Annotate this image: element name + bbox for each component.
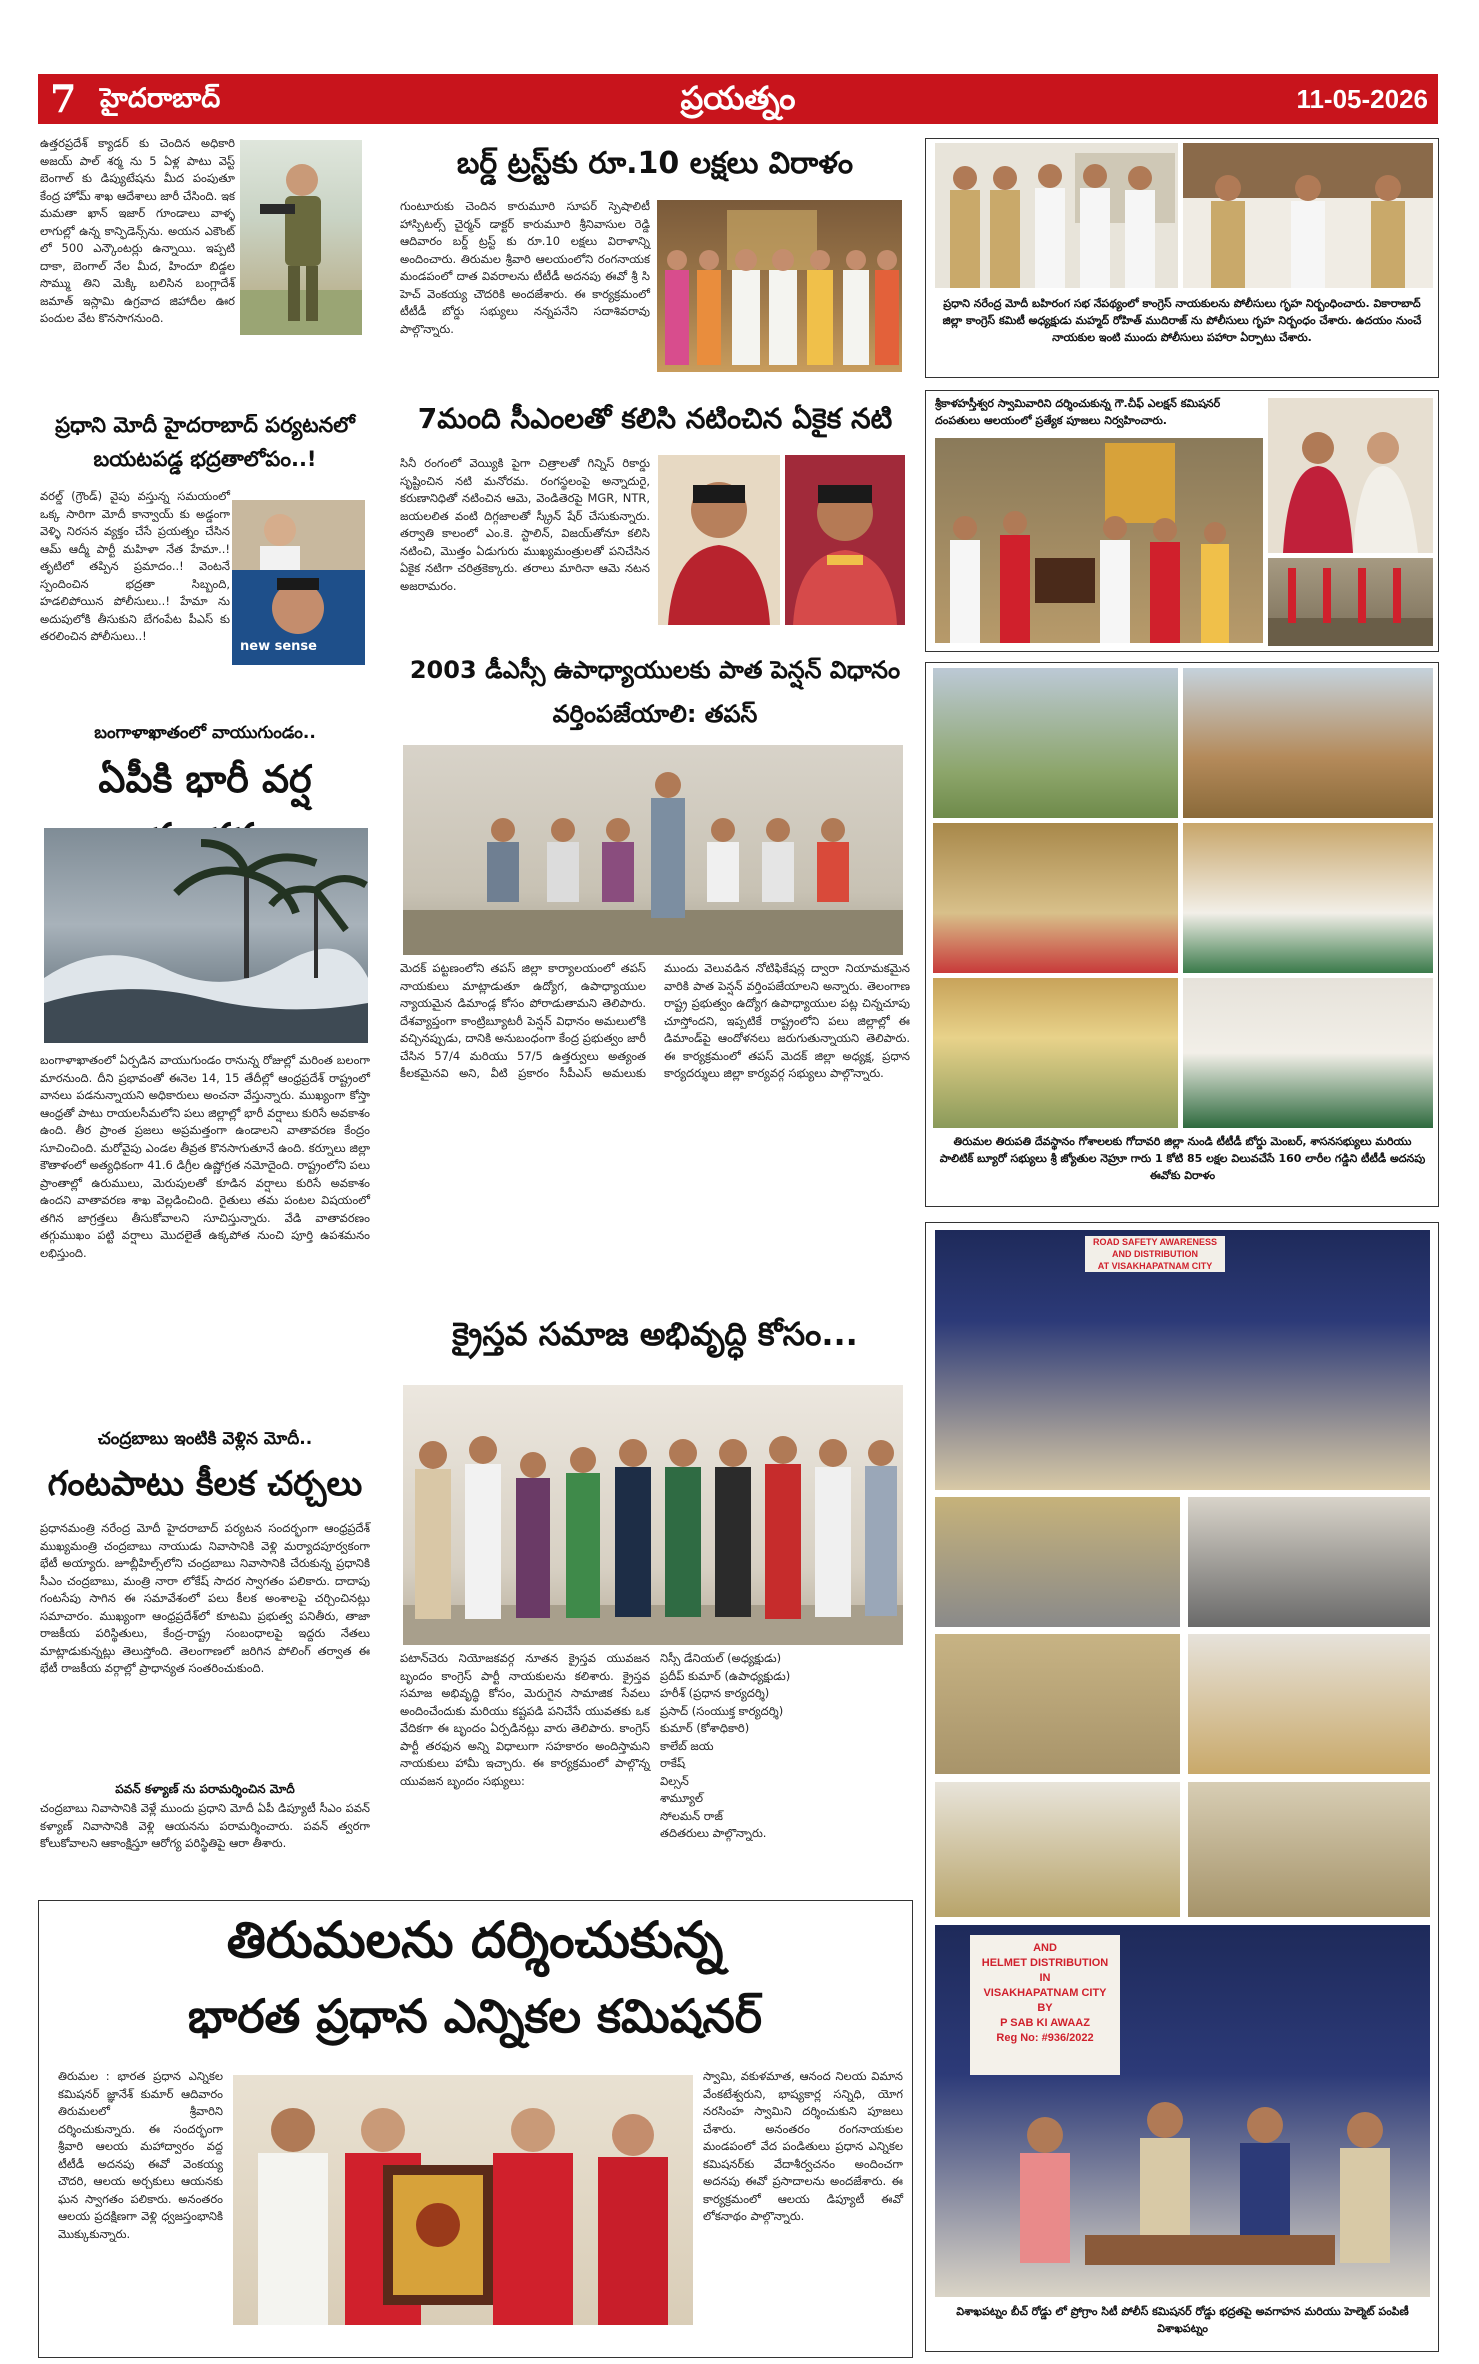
goshala-photo-6 (1183, 978, 1433, 1128)
road-safety-photo-6 (935, 1782, 1180, 1917)
srikalahasti-photo-main (935, 438, 1263, 643)
members-closing: తదితరులు పాల్గొన్నారు. (660, 1826, 767, 1840)
newspaper-brand: ప్రయత్నం (680, 79, 796, 117)
christian-body: పటాన్‌చెరు నియోజకవర్గ నూతన క్రైస్తవ యువజన బృందం కాంగ్రెస్ పార్టీ నాయకులను కలిశారు. క్రైస్తవ సమాజ అభివృద్ధి కోసం, మెరుగైన సామాజిక సేవలు అందించేందుకు మరియు కష్టపడి పనిచేసే యువతకు ఒక వేదికగా ఈ బృందం ఏర్పడినట్లు వారు తెలిపారు. కాంగ్రెస్ పార్టీ తరఫున అన్ని విధాలుగా సహకారం అందిస్తామని నాయకులు హామీ ఇచ్చారు. ఈ కార్యక్రమంలో పాల్గొన్న యువజన బృందం సభ్యులు: (400, 1651, 650, 1788)
goshala-photo-5 (933, 978, 1178, 1128)
modi-security-headline: ప్రధాని మోదీ హైదరాబాద్ పర్యటనలో బయటపడ్డ భద్రతాలోపం..! (55, 413, 355, 471)
helmet-banner-line-2: HELMET DISTRIBUTION (981, 1957, 1109, 1969)
modi-security-photo (232, 500, 365, 665)
helmet-banner-line-3: IN (1039, 1972, 1051, 1984)
road-safety-main-photo (935, 1230, 1430, 1490)
christian-headline: క్రైస్తవ సమాజ అభివృద్ధి కోసం... (452, 1315, 858, 1353)
road-safety-photo-2 (935, 1497, 1180, 1627)
actress-headline: 7మంది సీఎంలతో కలిసి నటించిన ఏకైక నటి (417, 402, 893, 435)
road-safety-banner (1085, 1236, 1225, 1272)
bird-trust-headline: బర్డ్ ట్రస్ట్‌కు రూ.10 లక్షలు విరాళం (456, 146, 854, 181)
goshala-photo-2 (1183, 668, 1433, 818)
road-safety-photo-3 (1188, 1497, 1430, 1627)
ec-headline-1: తిరుమలను దర్శించుకున్న (226, 1911, 724, 1969)
road-safety-photo-7 (1188, 1782, 1430, 1917)
helmet-banner-line-1: AND (1033, 1942, 1057, 1954)
modi-security-body: వరల్డ్ (గ్రౌండ్) వైపు వస్తున్న సమయంలో ఒక్క సారిగా మోదీ కాన్వాయ్ కు అడ్డంగా వెళ్ళి నిరసన వ్యక్తం చేసే ప్రయత్నం చేసిన ఆమ్ ఆద్మీ పార్టీ మహిళా నేత హేమా..! తృటిలో తప్పిన ప్రమాదం..! వెంటనే స్పందించిన భద్రతా సిబ్బంది, హడలిపోయిన పోలీసులు..! హేమా ను అదుపులోకి తీసుకుని బేగంపేట పీఎస్ కు తరలించిన పోలీసులు..! (40, 489, 230, 643)
helmet-banner-line-7: Reg No: #936/2022 (996, 2032, 1094, 2044)
member-2: ప్రదీప్ కుమార్ (ఉపాధ్యక్షుడు) (660, 1668, 791, 1683)
road-safety-banner-line-2: AND DISTRIBUTION (1112, 1249, 1198, 1259)
storm-photo (44, 828, 368, 1043)
christian-members (660, 1650, 910, 1900)
bird-trust-photo (657, 200, 902, 372)
helmet-caption: విశాఖపట్నం బీచ్ రోడ్డు లో ప్రోగ్రాం సిటీ పోలీస్ కమిషనర్ రోడ్డు భద్రతపై అవగాహన మరియు హెల్మెట్ పంపిణీ విశాఖపట్నం (956, 2305, 1409, 2335)
member-6: కాలేబ్ జయ (660, 1738, 714, 1753)
intro-body: ఉత్తరప్రదేశ్ క్యాడర్ కు చెందిన అధికారి అజయ్ పాల్ శర్మ ను 5 ఏళ్ల పాటు వెస్ట్ బెంగాల్ కు డిప్యుటేషను మీద పంపుతూ కేంద్ర హోమ్ శాఖ ఆదేశాలు జారీ చేసింది. ఇక మమతా ఖాన్ ఇజార్ గూండాలు వాళ్ళ లాగుల్లో ఉన్న కాన్ఫిడెన్స్‌ను. అయన ఎకౌంట్ లో 500 ఎన్కౌంటర్లు ఉన్నాయి. ఇప్పటి దాకా, బెంగాల్ నేల మీద, హిందూ బిడ్డల సొమ్ము తిని మెక్కి బలిసిన బంగ్లాదేశ్ జమాత్ ఇస్లామి ఉగ్రవాద జిహాదీల ఊర పందుల వేట కొనసాగనుంది. (40, 136, 235, 325)
ec-body-left: తిరుమల : భారత ప్రధాన ఎన్నికల కమిషనర్ జ్ఞానేశ్ కుమార్ ఆదివారం తిరుమలలో శ్రీవారిని దర్శించుకున్నారు. ఈ సందర్భంగా శ్రీవారి ఆలయ మహాద్వారం వద్ద టీటీడీ అదనపు ఈవో వెంకయ్య చౌదరి, ఆలయ అర్చకులు ఆయనకు ఘన స్వాగతం పలికారు. అనంతరం ఆలయ ప్రదక్షిణగా వెళ్లి ధ్వజస్తంభానికి మొక్కుకున్నారు. (58, 2069, 223, 2241)
member-4: ప్రసాద్ (సంయుక్త కార్యదర్శి) (660, 1703, 784, 1718)
actress-photo-left (658, 455, 780, 625)
srikalahasti-photo-top (1268, 398, 1433, 553)
helmet-banner-line-5: BY (1037, 2002, 1053, 2014)
bird-trust-body: గుంటూరుకు చెందిన కారుమూరి సూపర్ స్పెషాలిటీ హాస్పిటల్స్ చైర్మన్ డాక్టర్ కారుమూరి శ్రీనివాసుల రెడ్డి ఆదివారం బర్డ్ ట్రస్ట్ కు రూ.10 లక్షలు విరాళాన్ని అందించారు. తిరుమల శ్రీవారి ఆలయంలోని రంగనాయక మండపంలో దాత వివరాలను టీటీడీ అదనపు ఈవో శ్రీ సి హెచ్ వెంకయ్య చౌదరికి అందజేశారు. ఈ కార్యక్రమంలో టీటీడీ బోర్డు సభ్యులు నన్నపనేని సదాశివరావు పాల్గొన్నారు. (400, 199, 650, 336)
rain-kicker: బంగాళాఖాతంలో వాయుగుండం.. (94, 723, 316, 743)
ec-photo (233, 2075, 693, 2325)
member-1: నిస్సీ డేనియల్ (అధ్యక్షుడు) (660, 1651, 782, 1665)
photo-watermark: new sense (240, 639, 317, 654)
rain-headline: ఏపీకి భారీ వర్ష (98, 757, 312, 801)
member-9: శామ్యూల్ (660, 1791, 704, 1805)
modi-visit-body-2: చంద్రబాబు నివాసానికి వెళ్లే ముందు ప్రధాని మోదీ ఏపీ డిప్యూటీ సీఎం పవన్ కళ్యాణ్ నివాసానికి వెళ్లి ఆయనను పరామర్శించారు. పవన్ త్వరగా కోలుకోవాలని ఆకాంక్షిస్తూ ఆరోగ్య పరిస్థితిపై ఆరా తీశారు. (40, 1801, 370, 1850)
goshala-caption: తిరుమల తిరుపతి దేవస్థానం గోశాలలకు గోదావరి జిల్లా నుండి టీటీడీ బోర్డు మెంబర్, శాసనసభ్యులు మరియు పాలిటిక్ బ్యూరో సభ్యులు శ్రీ జ్యోతుల నెహ్రూ గారు 1 కోటి 85 లక్షల విలువచేసే 160 లారీల గడ్డిని టీటీడీ అదనపు ఈవోకు విరాళం (939, 1135, 1426, 1182)
modi-visit-subhead: పవన్ కళ్యాణ్ ను పరామర్శించిన మోదీ (115, 1782, 295, 1796)
actress-photo-right (785, 455, 905, 625)
police-photo-right (1183, 143, 1433, 288)
goshala-photo-1 (933, 668, 1178, 818)
modi-visit-body: ప్రధానమంత్రి నరేంద్ర మోదీ హైదరాబాద్ పర్యటన సందర్భంగా ఆంధ్రప్రదేశ్ ముఖ్యమంత్రి చంద్రబాబు నాయుడు నివాసానికి వెళ్లి మర్యాదపూర్వకంగా భేటీ అయ్యారు. జూబ్లీహిల్స్‌లోని చంద్రబాబు నివాసానికి చేరుకున్న ప్రధానికి సీఎం చంద్రబాబు, మంత్రి నారా లోకేష్ సాదర స్వాగతం పలికారు. దాదాపు గంటసేపు సాగిన ఈ సమావేశంలో పలు కీలక అంశాలపై చర్చించినట్లు సమాచారం. ముఖ్యంగా ఆంధ్రప్రదేశ్‌లో కూటమి ప్రభుత్వ పనితీరు, తాజా రాజకీయ పరిస్థితులు, కేంద్ర-రాష్ట్ర సంబంధాలపై ఇద్దరు నేతలు మాట్లాడుకున్నట్లు తెలుస్తోంది. తెలంగాణలో జరిగిన పోలింగ్ తర్వాత ఈ భేటీ రాజకీయ వర్గాల్లో ప్రాధాన్యత సంతరించుకుంది. (40, 1521, 370, 1675)
pension-headline: 2003 డీఎస్సీ ఉపాధ్యాయులకు పాత పెన్షన్ విధానం వర్తింపజేయాలి: తపస్ (409, 656, 901, 728)
road-safety-banner-line-3: AT VISAKHAPATNAM CITY (1097, 1261, 1213, 1271)
helmet-banner-line-4: VISAKHAPATNAM CITY (983, 1987, 1107, 1999)
actress-body: సినీ రంగంలో వెయ్యికి పైగా చిత్రాలతో గిన్నిస్ రికార్డు సృష్టించిన నటి మనోరమ. రంగస్థలంపై అన్నాదురై, కరుణానిధితో నటించిన ఆమె, వెండితెరపై MGR, NTR, జయలలిత వంటి దిగ్గజాలతో స్క్రీన్ షేర్ చేసుకున్నారు. తర్వాతి కాలంలో ఎం.కె. స్టాలిన్, విజయ్‌తోనూ కలిసి నటించి, మొత్తం ఏడుగురు ముఖ్యమంత్రులతో పనిచేసిన ఏకైక నటిగా చరిత్రకెక్కారు. తరాలు మారినా ఆమె నటన అజరామరం. (400, 456, 650, 593)
masthead-city: హైదరాబాద్ (100, 83, 221, 114)
goshala-photo-3 (933, 823, 1178, 973)
helmet-banner-line-6: P SAB KI AWAAZ (1000, 2017, 1090, 2029)
christian-group-photo (403, 1385, 903, 1645)
pension-body: మెదక్ పట్టణంలోని తపస్ జిల్లా కార్యాలయంలో తపస్ నాయకులు మాట్లాడుతూ ఉద్యోగ, ఉపాధ్యాయుల న్యాయమైన డిమాండ్ల కోసం పోరాడుతామని తెలిపారు. దేశవ్యాప్తంగా కాంట్రిబ్యూటరీ పెన్షన్ విధానం అమలులోకి వచ్చినప్పుడు, దానికి అనుబంధంగా కేంద్ర ప్రభుత్వం జారీ చేసిన 57/4 మరియు 57/5 ఉత్తర్వులు అత్యంత కీలకమైనవి అని, వీటి ప్రకారం సీపీఎస్ అమలుకు ముందు వెలువడిన నోటిఫికేషన్ల ద్వారా నియామకమైన వారికి పాత పెన్షన్ వర్తింపజేయాలని అన్నారు. తెలంగాణ రాష్ట్ర ప్రభుత్వం ఉద్యోగ ఉపాధ్యాయుల పట్ల చిన్నచూపు చూస్తోందని, ఇప్పటికే రాష్ట్రంలోని పలు జిల్లాల్లో ఈ డిమాండ్‌పై ఆందోళనలు జరుగుతున్నాయని తెలిపారు. ఈ కార్యక్రమంలో తపస్ మెదక్ జిల్లా అధ్యక్ష, ప్రధాన కార్యదర్శులు జిల్లా కార్యవర్గ సభ్యులు పాల్గొన్నారు. (400, 961, 910, 1080)
member-10: సోలమన్ రాజ్ (660, 1808, 723, 1823)
road-safety-banner-line-1: ROAD SAFETY AWARENESS (1092, 1237, 1218, 1247)
rain-body: బంగాళాఖాతంలో ఏర్పడిన వాయుగుండం రానున్న రోజుల్లో మరింత బలంగా మారనుంది. దీని ప్రభావంతో ఈనెల 14, 15 తేదీల్లో ఆంధ్రప్రదేశ్ రాష్ట్రంలో వానలు పడనున్నాయని అధికారులు అంచనా వేస్తున్నారు. ముఖ్యంగా కోస్తా ఆంధ్రతో పాటు రాయలసీమలోని పలు జిల్లాల్లో భారీ వర్షాలు కురిసే అవకాశం ఉంది. తీర ప్రాంత ప్రజలు అప్రమత్తంగా ఉండాలని వాతావరణ కేంద్రం సూచించింది. మరోవైపు ఎండల తీవ్రత కొనసాగుతూనే ఉంది. కర్నూలు జిల్లా కౌతాళంలో అత్యధికంగా 41.6 డిగ్రీల ఉష్ణోగ్రత నమోదైంది. రాష్ట్రంలోని పలు ప్రాంతాల్లో ఉరుములు, మెరుపులతో కూడిన వర్షాలు కురిసే అవకాశం ఉందని వాతావరణ శాఖ వెల్లడించింది. రైతులు తమ పంటల విషయంలో తగిన జాగ్రత్తలు తీసుకోవాలని సూచిస్తున్నారు. వేడి వాతావరణం తగ్గుముఖం పట్టి వర్షాలు మొదలైతే ఉక్కపోత నుంచి పూర్తి ఉపశమనం లభిస్తుంది. (40, 1053, 370, 1260)
masthead (38, 74, 1438, 124)
road-safety-photo-5 (1188, 1634, 1430, 1774)
police-caption: ప్రధాని నరేంద్ర మోదీ బహిరంగ సభ నేపథ్యంలో కాంగ్రెస్ నాయకులను పోలీసులు గృహ నిర్బంధించారు. వికారాబాద్ జిల్లా కాంగ్రెస్ కమిటీ అధ్యక్షుడు మహ్మద్ రోహిత్ ముదిరాజ్ ను పోలీసులు గృహ నిర్బంధం చేశారు. ఉదయం నుంచే నాయకుల ఇంటి ముందు పోలీసులు పహారా ఏర్పాటు చేశారు. (942, 297, 1422, 344)
page-number: 7 (50, 76, 77, 121)
modi-visit-headline: గంటపాటు కీలక చర్చలు (47, 1464, 363, 1504)
officer-photo (240, 140, 362, 335)
member-8: విల్సన్ (660, 1773, 689, 1788)
helmet-distribution-photo (935, 1925, 1430, 2297)
srikalahasti-caption: శ్రీకాళహస్తీశ్వర స్వామివారిని దర్శించుకున్న గౌ.చీఫ్ ఎలక్షన్ కమిషనర్ దంపతులు ఆలయంలో ప్రత్యేక పూజలు నిర్వహించారు. (935, 397, 1221, 427)
ec-body-right: స్వామి, వకుళమాత, ఆనంద నిలయ విమాన వేంకటేశ్వరుని, భాష్యకార్ల సన్నిధి, యోగ నరసింహ స్వామిని దర్శించుకుని పూజలు చేశారు. అనంతరం రంగనాయకుల మండపంలో వేద పండితులు ప్రధాన ఎన్నికల కమిషనర్‌కు వేదాశీర్వచనం అందించగా అదనపు ఈవో ప్రసాదాలను అందజేశారు. ఈ కార్యక్రమంలో ఆలయ డిప్యూటీ ఈవో లోకనాథం పాల్గొన్నారు. (703, 2069, 903, 2223)
issue-date: 11-05-2026 (1296, 84, 1428, 114)
police-photo-left (935, 143, 1178, 288)
road-safety-photo-4 (935, 1634, 1180, 1774)
pension-photo (403, 745, 903, 955)
srikalahasti-photo-bottom (1268, 558, 1433, 646)
ec-headline-2: భారత ప్రధాన ఎన్నికల కమిషనర్ (187, 1989, 763, 2043)
member-3: హరీశ్ (ప్రధాన కార్యదర్శి) (660, 1686, 770, 1700)
member-7: రాకేష్ (660, 1756, 686, 1770)
goshala-photo-4 (1183, 823, 1433, 973)
modi-visit-kicker: చంద్రబాబు ఇంటికి వెళ్లిన మోదీ.. (97, 1429, 313, 1449)
member-5: కుమార్ (కోశాధికారి) (660, 1721, 750, 1735)
